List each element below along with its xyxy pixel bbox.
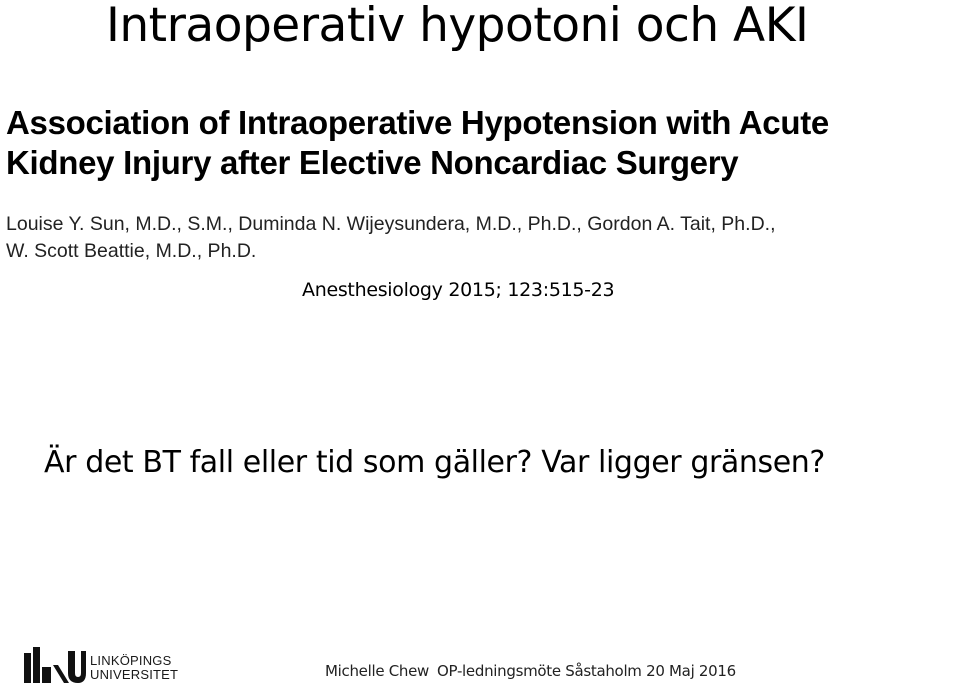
slide-footer bbox=[325, 661, 736, 681]
paper-citation: Anesthesiology 2015; 123:515-23 bbox=[302, 279, 615, 301]
paper-title-line-2: Kidney Injury after Elective Noncardiac Surgery bbox=[6, 144, 739, 181]
university-logo bbox=[22, 647, 178, 683]
logo-wordmark bbox=[90, 654, 178, 683]
paper-title bbox=[6, 103, 829, 183]
paper-authors bbox=[6, 211, 776, 265]
logo-text-line-1: LINKÖPINGS bbox=[90, 653, 172, 668]
slide-title: Intraoperativ hypotoni och AKI bbox=[106, 0, 809, 53]
paper-authors-line-2: W. Scott Beattie, M.D., Ph.D. bbox=[6, 240, 257, 262]
paper-authors-line-1: Louise Y. Sun, M.D., S.M., Duminda N. Wijeysundera, M.D., Ph.D., Gordon A. Tait, Ph.D., bbox=[6, 213, 776, 235]
slide-question: Är det BT fall eller tid som gäller? Var ligger gränsen? bbox=[44, 445, 825, 480]
logo-text-line-2: UNIVERSITET bbox=[90, 667, 179, 682]
paper-title-line-1: Association of Intraoperative Hypotension with Acute bbox=[6, 104, 829, 141]
footer-event: OP-ledningsmöte Såstaholm 20 Maj 2016 bbox=[437, 662, 736, 680]
liu-logo-icon bbox=[22, 647, 86, 683]
footer-author: Michelle Chew bbox=[325, 662, 430, 680]
